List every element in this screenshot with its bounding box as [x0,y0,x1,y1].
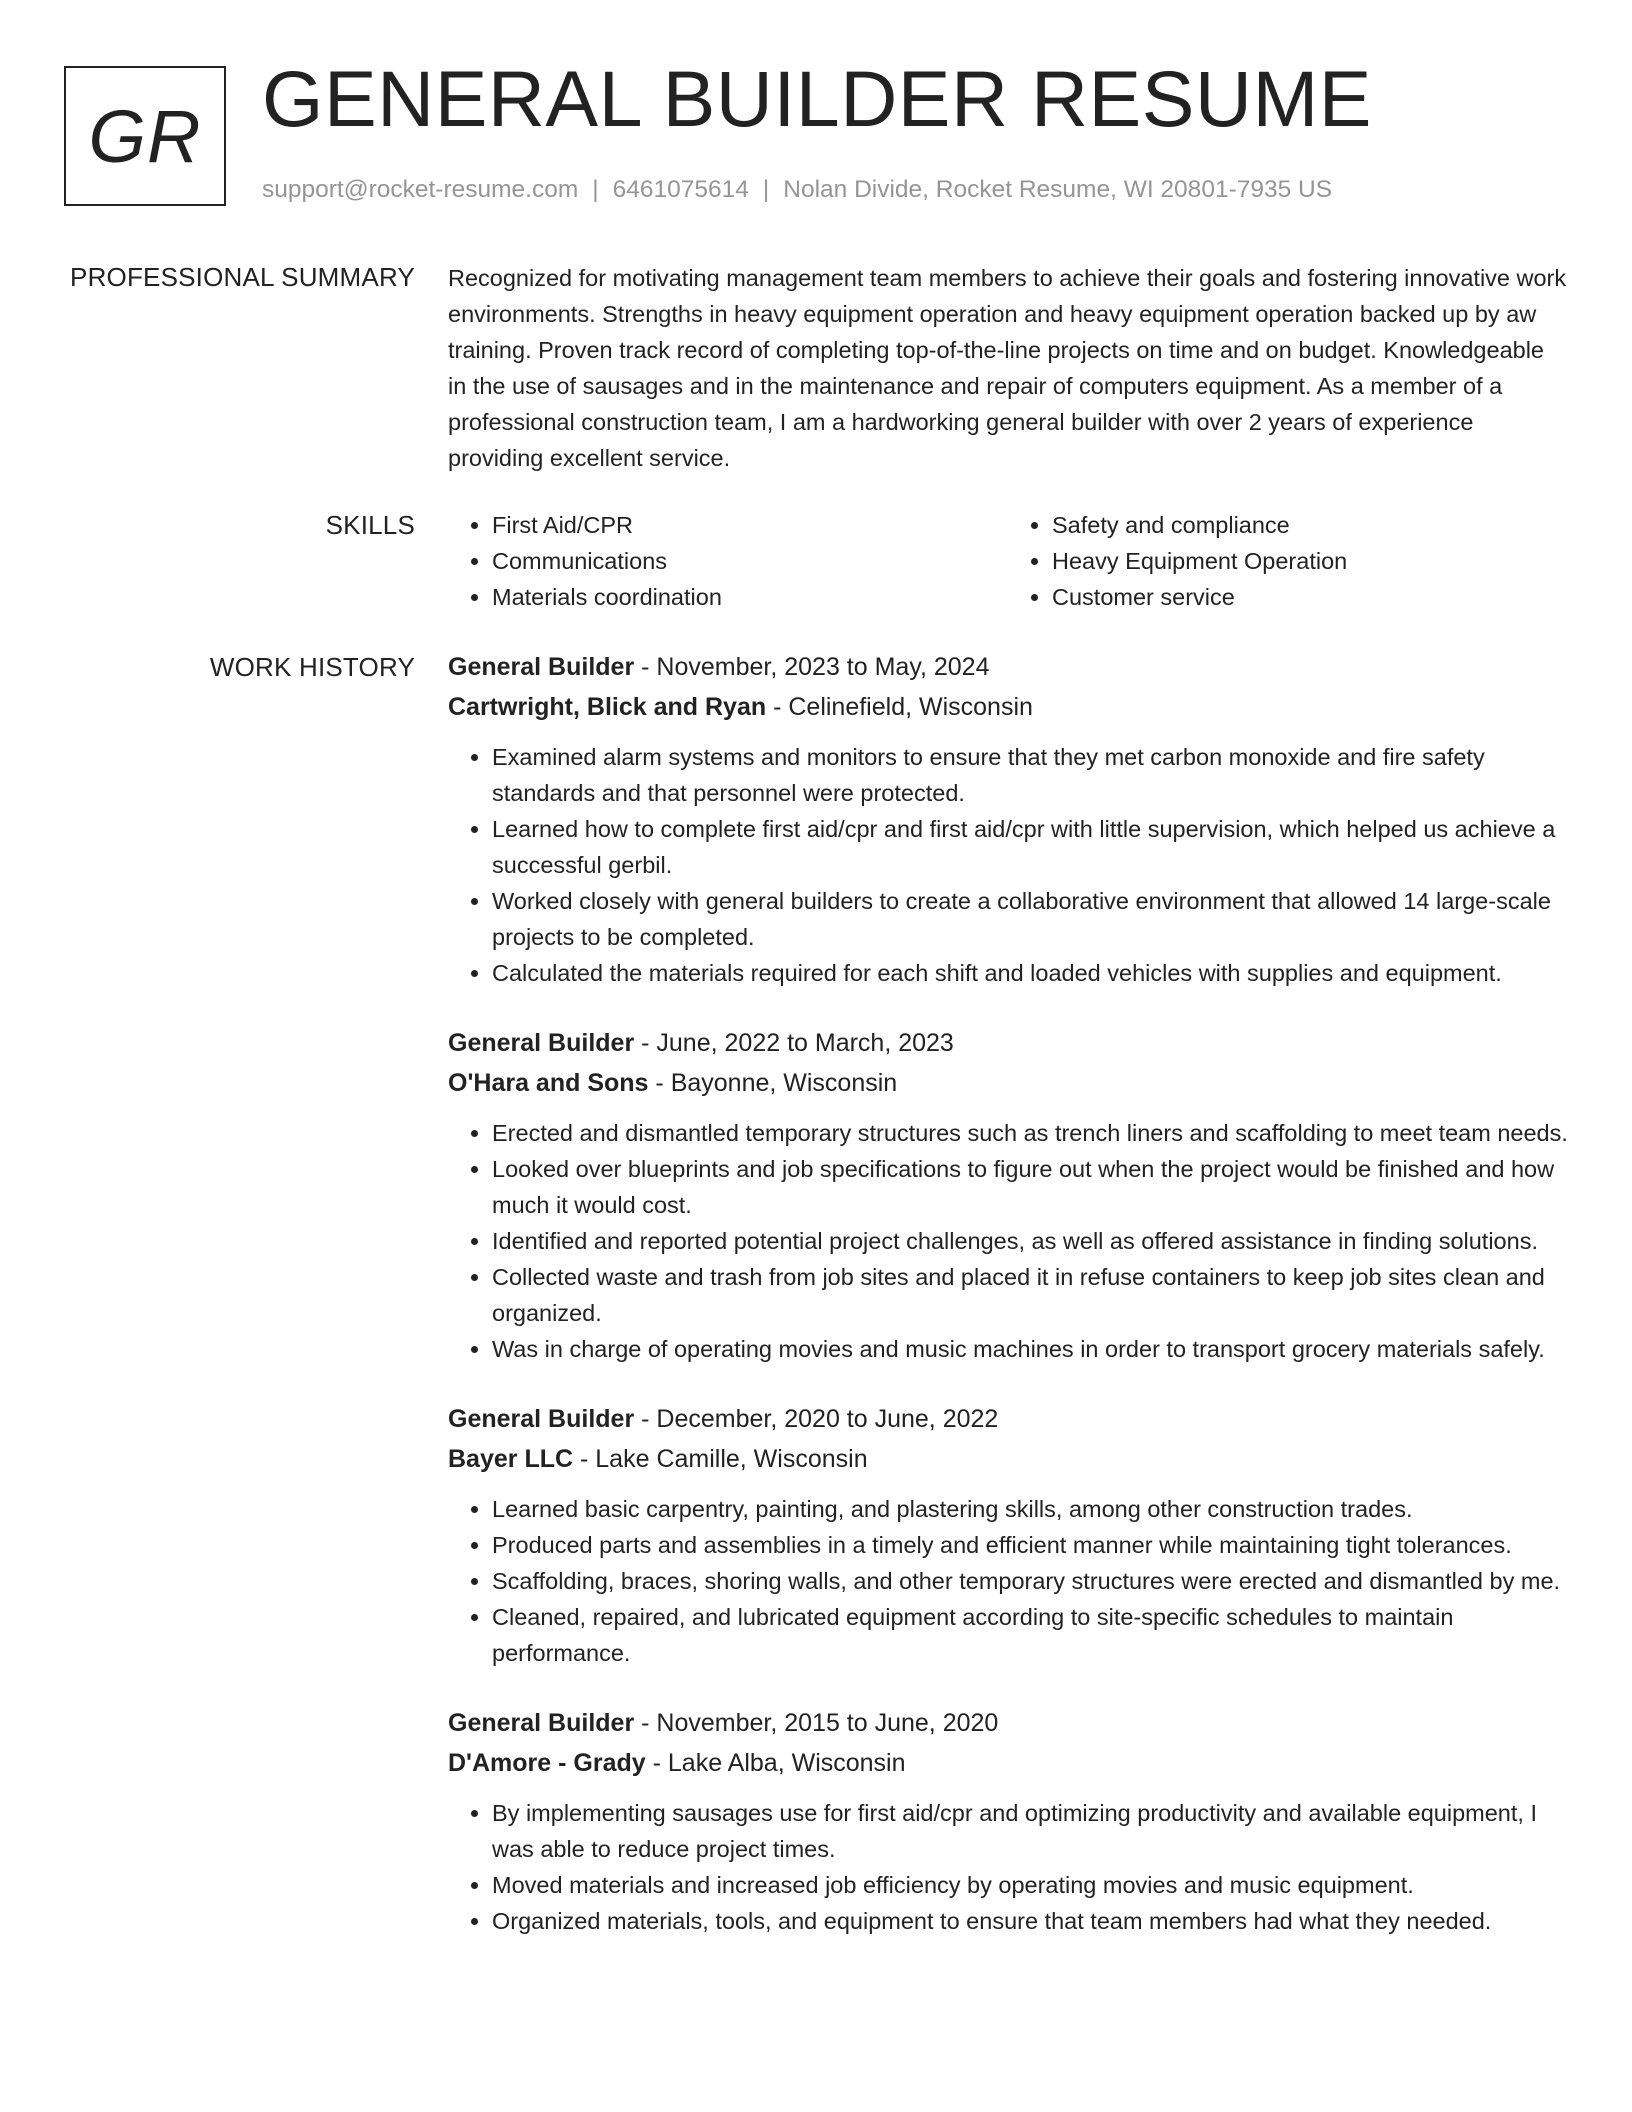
skill-item: • Customer service [1052,579,1568,615]
job-dates: June, 2022 to March, 2023 [656,1029,954,1057]
skill-item: • Heavy Equipment Operation [1052,543,1568,579]
contact-separator: | [592,176,599,203]
job-bullet: • Identified and reported potential project challenges, as well as offered assistance in finding solutions. [492,1223,1568,1259]
job-title-line [448,1399,1568,1439]
work-history-section [448,647,1568,1971]
dash: - [773,693,782,721]
job-bullet: • Learned how to complete first aid/cpr and first aid/cpr with little supervision, which helped us achieve a successful gerbil. [492,811,1568,883]
dash: - [641,653,650,681]
job-bullet: • Looked over blueprints and job specifications to figure out when the project would be finished and how much it would cost. [492,1151,1568,1223]
job-entry [448,647,1568,991]
monogram-logo: GR [64,66,226,206]
contact-line [262,176,1332,204]
job-bullet-list [448,739,1568,991]
dash: - [641,1405,650,1433]
skill-item: • Materials coordination [492,579,1008,615]
job-location: Celinefield, Wisconsin [788,693,1033,721]
summary-text: Recognized for motivating management team members to achieve their goals and fostering innovative work environments. Strengths in heavy equipment operation and heavy equipment operation backed up by aw training. Proven track record of completing top-of-the-line projects on time and on budget. Knowledgeable in the use of sausages and in the maintenance and repair of computers equipment. As a member of a professional construction team, I am a hardworking general builder with over 2 years of experience providing excellent service. [448,265,1567,471]
job-dates: December, 2020 to June, 2022 [656,1405,999,1433]
job-company-line [448,1439,1568,1479]
job-company: D'Amore - Grady [448,1749,646,1777]
job-bullet: • Learned basic carpentry, painting, and plastering skills, among other construction trades. [492,1491,1568,1527]
summary-heading: PROFESSIONAL SUMMARY [70,262,415,292]
job-title: General Builder [448,1405,635,1433]
contact-address: Nolan Divide, Rocket Resume, WI 20801-7935 US [783,176,1333,203]
job-company-line [448,1063,1568,1103]
job-bullet: • Organized materials, tools, and equipment to ensure that team members had what they needed. [492,1903,1568,1939]
page-title: GENERAL BUILDER RESUME [262,54,1372,143]
job-bullet: • Moved materials and increased job efficiency by operating movies and music equipment. [492,1867,1568,1903]
job-location: Lake Alba, Wisconsin [667,1749,906,1777]
job-bullet: • Produced parts and assemblies in a timely and efficient manner while maintaining tight tolerances. [492,1527,1568,1563]
skills-section [448,507,1568,615]
job-company-line [448,687,1568,727]
job-entry [448,1399,1568,1671]
skills-list-right [1008,507,1568,615]
job-title-line [448,1703,1568,1743]
job-bullet: • Collected waste and trash from job sites and placed it in refuse containers to keep job sites clean and organized. [492,1259,1568,1331]
job-bullet: • Scaffolding, braces, shoring walls, and other temporary structures were erected and dismantled by me. [492,1563,1568,1599]
job-title-line [448,647,1568,687]
dash: - [580,1445,589,1473]
job-location: Lake Camille, Wisconsin [595,1445,868,1473]
job-title: General Builder [448,653,635,681]
job-bullet: • By implementing sausages use for first aid/cpr and optimizing productivity and available equipment, I was able to reduce project times. [492,1795,1568,1867]
job-bullet: • Worked closely with general builders to create a collaborative environment that allowed 14 large-scale projects to be completed. [492,883,1568,955]
job-bullet: • Calculated the materials required for each shift and loaded vehicles with supplies and equipment. [492,955,1568,991]
job-bullet: • Cleaned, repaired, and lubricated equipment according to site-specific schedules to maintain performance. [492,1599,1568,1671]
job-entry [448,1703,1568,1939]
skill-item: • Communications [492,543,1008,579]
dash: - [655,1069,664,1097]
summary-section [448,260,1568,476]
skill-item: • Safety and compliance [1052,507,1568,543]
job-dates: November, 2015 to June, 2020 [656,1709,999,1737]
contact-phone[interactable]: 6461075614 [612,176,749,203]
work-history-heading: WORK HISTORY [209,652,415,682]
job-dates: November, 2023 to May, 2024 [656,653,990,681]
dash: - [652,1749,661,1777]
contact-separator: | [762,176,770,203]
job-title: General Builder [448,1029,635,1057]
job-bullet-list [448,1115,1568,1367]
job-company: O'Hara and Sons [448,1069,649,1097]
job-company-line [448,1743,1568,1783]
job-bullet-list [448,1491,1568,1671]
skills-list-left [448,507,1008,615]
job-bullet: • Examined alarm systems and monitors to ensure that they met carbon monoxide and fire safety standards and that personnel were protected. [492,739,1568,811]
skills-heading: SKILLS [325,510,415,540]
job-bullet: • Was in charge of operating movies and music machines in order to transport grocery materials safely. [492,1331,1568,1367]
contact-email[interactable]: support@rocket-resume.com [262,176,579,203]
job-location: Bayonne, Wisconsin [670,1069,898,1097]
job-title-line [448,1023,1568,1063]
dash: - [641,1029,650,1057]
job-title: General Builder [448,1709,635,1737]
job-bullet: • Erected and dismantled temporary structures such as trench liners and scaffolding to meet team needs. [492,1115,1568,1151]
job-company: Bayer LLC [448,1445,574,1473]
dash: - [641,1709,650,1737]
skill-item: • First Aid/CPR [492,507,1008,543]
job-bullet-list [448,1795,1568,1939]
job-company: Cartwright, Blick and Ryan [448,693,767,721]
job-entry [448,1023,1568,1367]
